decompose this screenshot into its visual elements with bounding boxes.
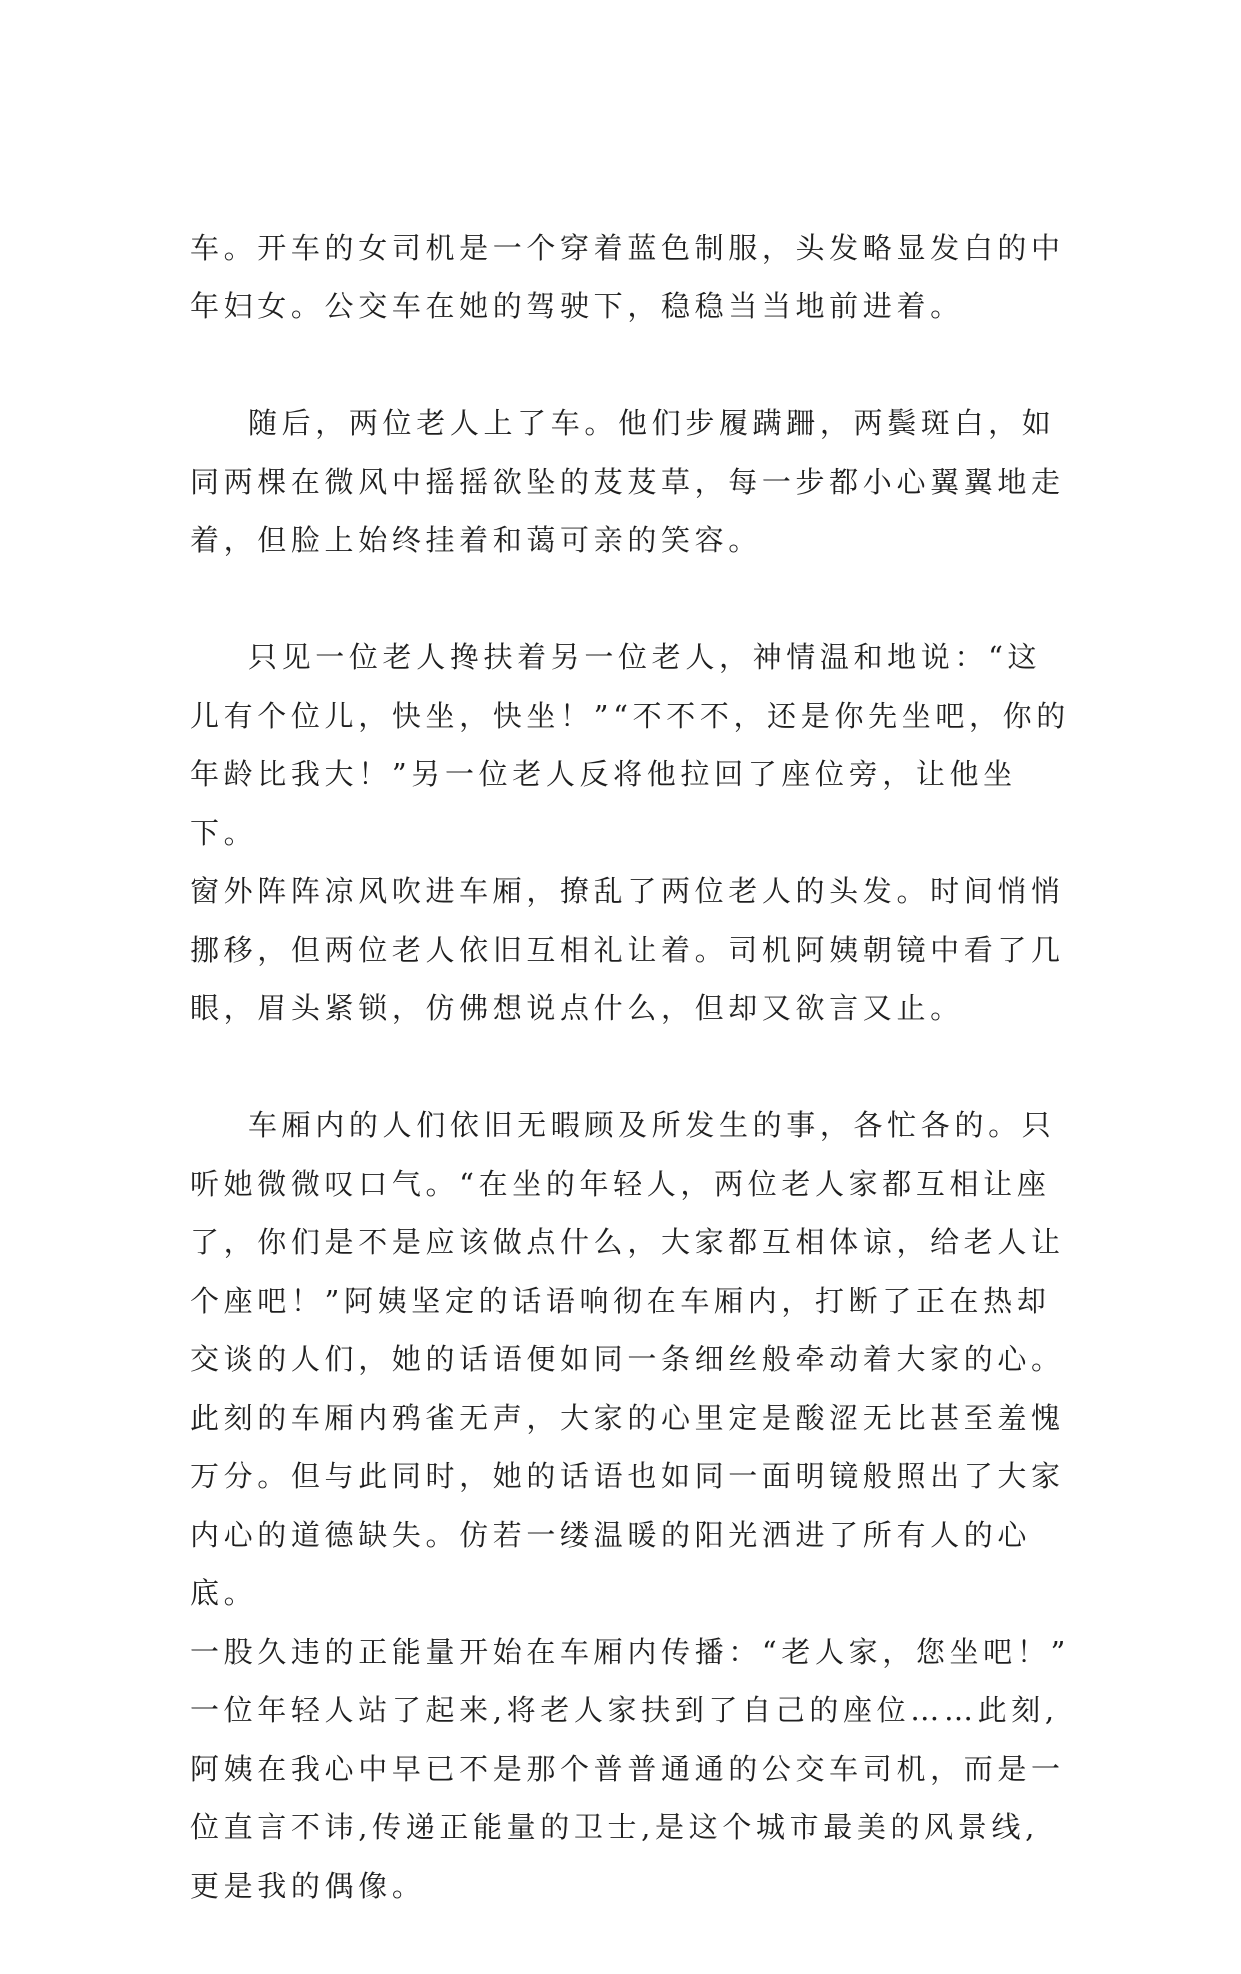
paragraph-3: 只见一位老人搀扶着另一位老人，神情温和地说：“这 儿有个位儿，快坐，快坐！”“不不不，还是你先坐吧，你的 年龄比我大！”另一位老人反将他拉回了座位旁，让他坐下。 窗外阵阵凉风吹进车厢，撩乱了两位老人的头发。时间悄悄 挪移，但两位老人依旧互相礼让着。司机阿姨朝镜中看了几 眼，眉头紧锁，仿佛想说点什么，但却又欲言又止。 xyxy=(190,640,1070,1025)
paragraph-4: 车厢内的人们依旧无暇顾及所发生的事，各忙各的。只 听她微微叹口气。“在坐的年轻人，两位老人家都互相让座 了，你们是不是应该做点什么，大家都互相体谅，给老人让 个座吧！”阿姨坚定的话语响彻在车厢内，打断了正在热却 交谈的人们，她的话语便如同一条细丝般牵动着大家的心。 此刻的车厢内鸦雀无声，大家的心里定是酸涩无比甚至羞愧 万分。但与此同时，她的话语也如同一面明镜般照出了大家 内心的道德缺失。仿若一缕温暖的阳光洒进了所有人的心底。 一股久违的正能量开始在车厢内传播：“老人家，您坐吧！” 一位年轻人站了起来,将老人家扶到了自己的座位……此刻, 阿姨在我心中早已不是那个普普通通的公交车司机，而是一 位直言不讳,传递正能量的卫士,是这个城市最美的风景线, 更是我的偶像。 xyxy=(190,1108,1070,1903)
paragraph-1: 车。开车的女司机是一个穿着蓝色制服，头发略显发白的中 年妇女。公交车在她的驾驶下，稳稳当当地前进着。 xyxy=(190,230,1065,323)
essay-body xyxy=(190,160,1070,1974)
paragraph-2: 随后，两位老人上了车。他们步履蹒跚，两鬓斑白，如 同两棵在微风中摇摇欲坠的芨芨草，每一步都小心翼翼地走 着，但脸上始终挂着和蔼可亲的笑容。 xyxy=(190,406,1065,557)
